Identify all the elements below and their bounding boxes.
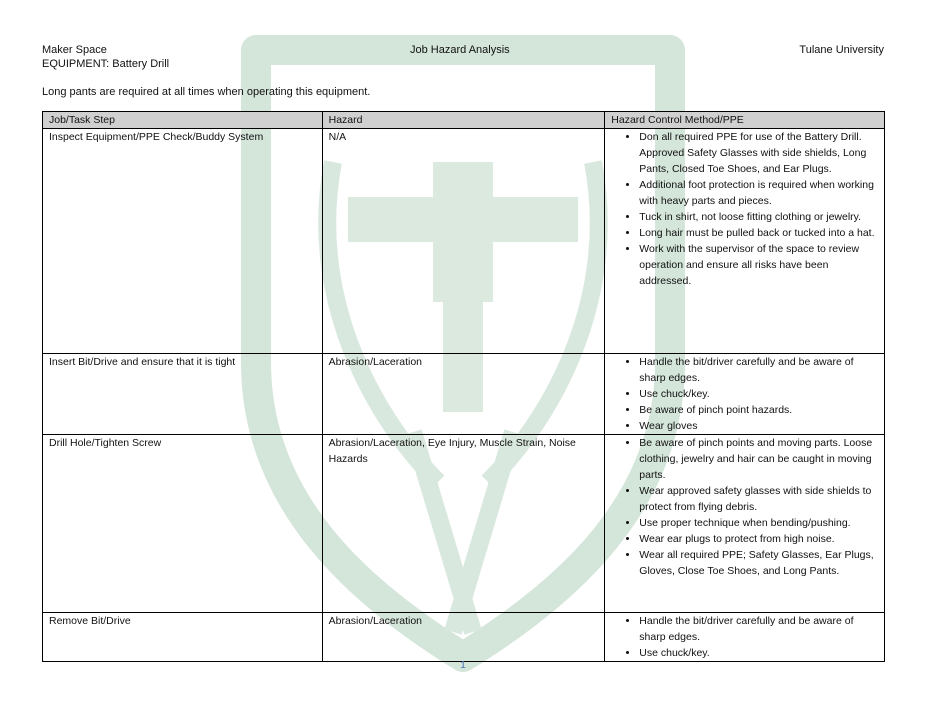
control-item: • Be aware of pinch points and moving parts. Loose clothing, jewelry and hair can be caught in moving parts. (639, 435, 878, 483)
control-cell (605, 354, 885, 435)
table-header-row (43, 112, 885, 129)
table-row (43, 129, 885, 354)
column-header-control: Hazard Control Method/PPE (605, 112, 885, 129)
table-row (43, 613, 885, 662)
step-cell: Drill Hole/Tighten Screw (43, 435, 323, 613)
hazard-cell: N/A (322, 129, 605, 354)
control-item: • Use chuck/key. (639, 386, 878, 402)
control-item: • Wear approved safety glasses with side shields to protect from flying debris. (639, 483, 878, 515)
control-item: • Long hair must be pulled back or tucked into a hat. (639, 225, 878, 241)
control-item: • Wear gloves (639, 418, 878, 434)
column-header-step: Job/Task Step (43, 112, 323, 129)
control-cell (605, 435, 885, 613)
equipment-label: EQUIPMENT: Battery Drill (42, 58, 170, 70)
control-item: • Use chuck/key. (639, 645, 878, 661)
control-item: • Use proper technique when bending/pushing. (639, 515, 878, 531)
control-item: • Wear all required PPE; Safety Glasses, Ear Plugs, Gloves, Close Toe Shoes, and Long Pants. (639, 547, 878, 579)
step-cell: Inspect Equipment/PPE Check/Buddy System (43, 129, 323, 354)
control-item: • Work with the supervisor of the space to review operation and ensure all risks have been addressed. (639, 241, 878, 289)
column-header-hazard: Hazard (322, 112, 605, 129)
control-cell (605, 613, 885, 662)
header-left (42, 43, 169, 71)
hazard-cell: Abrasion/Laceration (322, 613, 605, 662)
hazard-cell: Abrasion/Laceration (322, 354, 605, 435)
step-cell: Remove Bit/Drive (43, 613, 323, 662)
table-row (43, 435, 885, 613)
control-item: • Wear ear plugs to protect from high noise. (639, 531, 878, 547)
maker-space-label: Maker Space (42, 44, 107, 56)
hazard-analysis-table (42, 111, 885, 662)
page-number: 1 (460, 660, 466, 671)
control-item: • Handle the bit/driver carefully and be aware of sharp edges. (639, 613, 878, 645)
control-item: • Be aware of pinch point hazards. (639, 402, 878, 418)
control-item: • Tuck in shirt, not loose fitting clothing or jewelry. (639, 209, 878, 225)
control-cell (605, 129, 885, 354)
step-cell: Insert Bit/Drive and ensure that it is tight (43, 354, 323, 435)
document-title: Job Hazard Analysis (410, 44, 510, 56)
control-item: • Handle the bit/driver carefully and be aware of sharp edges. (639, 354, 878, 386)
institution-name: Tulane University (799, 44, 884, 56)
table-row (43, 354, 885, 435)
control-item: • Don all required PPE for use of the Battery Drill. Approved Safety Glasses with side shields, Long Pants, Closed Toe Shoes, and Ear Plugs. (639, 129, 878, 177)
requirement-note: Long pants are required at all times when operating this equipment. (42, 86, 371, 98)
hazard-cell: Abrasion/Laceration, Eye Injury, Muscle Strain, Noise Hazards (322, 435, 605, 613)
control-item: • Additional foot protection is required when working with heavy parts and pieces. (639, 177, 878, 209)
